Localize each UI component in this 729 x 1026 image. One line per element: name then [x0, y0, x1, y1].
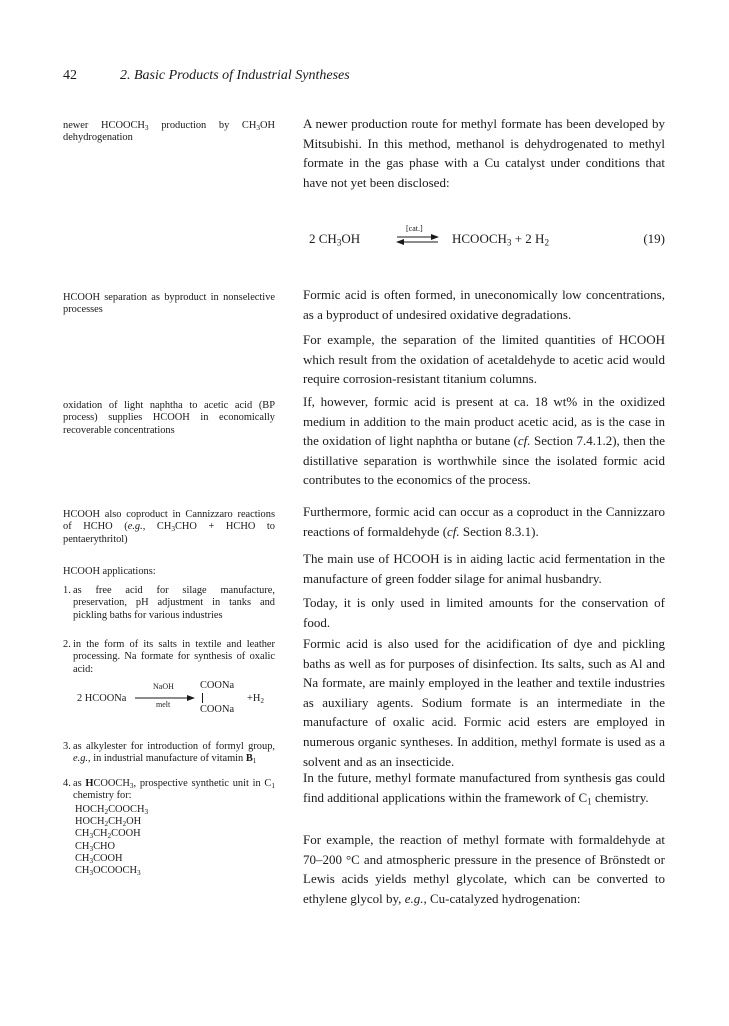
application-item-3-block: [63, 741, 275, 766]
paragraph-food-conservation: Today, it is only used in limited amounts for the conservation of food.: [303, 595, 665, 630]
margin-note-cannizzaro: HCOOH also coproduct in Cannizzaro reactions of HCHO (e.g., $CH_3CHO$ + HCHO to pentaerythritol): [63, 509, 275, 545]
paragraph-salts-uses: Formic acid is also used for the acidification of dye and pickling baths as well as for purposes of disinfection. Its salts, such as Al and Na formate, are mainly employed in the leather and textile industries as auxiliary agents. Sodium formate is an intermediate in the manufacture of oxalic acid. Formic acid esters are employed in numerous organic syntheses. In addition, methyl formate is used as a solvent and as an insecticide.: [303, 636, 665, 769]
application-item-3: 3. as alkylester for introduction of formyl group, e.g., in industrial manufacture of vitamin $B_1$: [63, 741, 275, 766]
equation-number: (19): [643, 231, 665, 246]
application-item-1: 1. as free acid for silage manufacture, preservation, pH adjustment in tanks and pickling baths for various industries: [63, 584, 275, 621]
formula-propionic-acid: $CH_3CH_2COOH$: [75, 828, 141, 841]
application-item-4: 4. as $HCOOCH_3$, prospective synthetic unit in $C_1$ chemistry for:: [63, 778, 275, 802]
paragraph-methyl-glycolate: For example, the reaction of methyl formate with formaldehyde at 70–200 °C and atmospheric pressure in the presence of Brönstedt or Lewis acids yields methyl glycolate, which can be converted to ethylene glycol by, e.g., Cu-catalyzed hydrogenation:: [303, 832, 665, 906]
applications-list: [63, 556, 275, 622]
formula-ethylene-glycol: $HOCH_2CH_2OH$: [75, 816, 142, 829]
page-number: 42: [63, 68, 77, 83]
paragraph-mitsubishi-route: A newer production route for methyl formate has been developed by Mitsubishi. In this method, methanol is dehydrogenated to methyl formate in the gas phase with a Cu catalyst under conditions that have not yet been disclosed:: [303, 116, 665, 190]
c1-product-list: [75, 804, 148, 877]
paragraph-cannizzaro: Furthermore, formic acid can occur as a coproduct in the Cannizzaro reactions of formaldehyde (cf. Section 8.3.1).: [303, 504, 665, 539]
margin-note-byproduct-separation: HCOOH separation as byproduct in nonselective processes: [63, 292, 275, 316]
margin-note-methyl-formate: newer $HCOOCH_3$ production by $CH_3OH$ dehydrogenation: [63, 120, 276, 144]
paragraph-silage: The main use of HCOOH is in aiding lactic acid fermentation in the manufacture of green fodder silage for animal husbandry.: [303, 551, 665, 586]
paragraph-c1-chemistry: In the future, methyl formate manufactured from synthesis gas could find additional applications within the framework of $C_1$ chemistry.: [303, 770, 665, 806]
paragraph-acetaldehyde-example: For example, the separation of the limited quantities of HCOOH which result from the oxidation of acetaldehyde to acetic acid would require corrosion-resistant titanium columns.: [303, 332, 665, 387]
equation-19: [309, 224, 665, 251]
reaction-arrow-icon: NaOH melt: [135, 692, 195, 704]
oxalate-equation: 2 HCOONa NaOH melt COONa COONa $+H_2$: [77, 680, 265, 715]
chapter-title: 2. Basic Products of Industrial Syntheses: [120, 68, 350, 83]
applications-heading: HCOOH applications:: [63, 566, 156, 578]
equation-lhs: 2 $CH_3OH$: [309, 231, 361, 248]
margin-note-bp-process: oxidation of light naphtha to acetic acid (BP process) supplies HCOOH in economically recoverable concentrations: [63, 400, 275, 436]
paragraph-byproduct: Formic acid is often formed, in uneconomically low concentrations, as a byproduct of undesired oxidative degradations.: [303, 287, 665, 322]
application-item-4-block: [63, 778, 275, 803]
application-item-2-block: [63, 639, 275, 676]
application-item-2: 2. in the form of its salts in textile and leather processing. Na formate for synthesis of oxalic acid:: [63, 639, 275, 675]
equilibrium-arrow-icon: [cat.]: [395, 229, 440, 251]
bond-line: [202, 693, 203, 703]
formula-acetaldehyde: $CH_3CHO$: [75, 840, 116, 853]
formula-acetic-acid: $CH_3COOH$: [75, 852, 123, 865]
formula-methyl-glycolate: $HOCH_2COOCH_3$: [75, 804, 149, 816]
paragraph-naphtha-oxidation: If, however, formic acid is present at ca. 18 wt% in the oxidized medium in addition to the main product acetic acid, as is the case in the oxidation of light naphtha or butane (cf. Section 7.4.1.2), then the distillative separation is worthwhile since the isolated formic acid contributes to the economics of the process.: [303, 394, 665, 488]
formula-dimethyl-carbonate: $CH_3OCOOCH_3$: [75, 865, 141, 877]
equation-rhs: $HCOOCH_3 + 2$ $H_2$: [452, 231, 549, 248]
